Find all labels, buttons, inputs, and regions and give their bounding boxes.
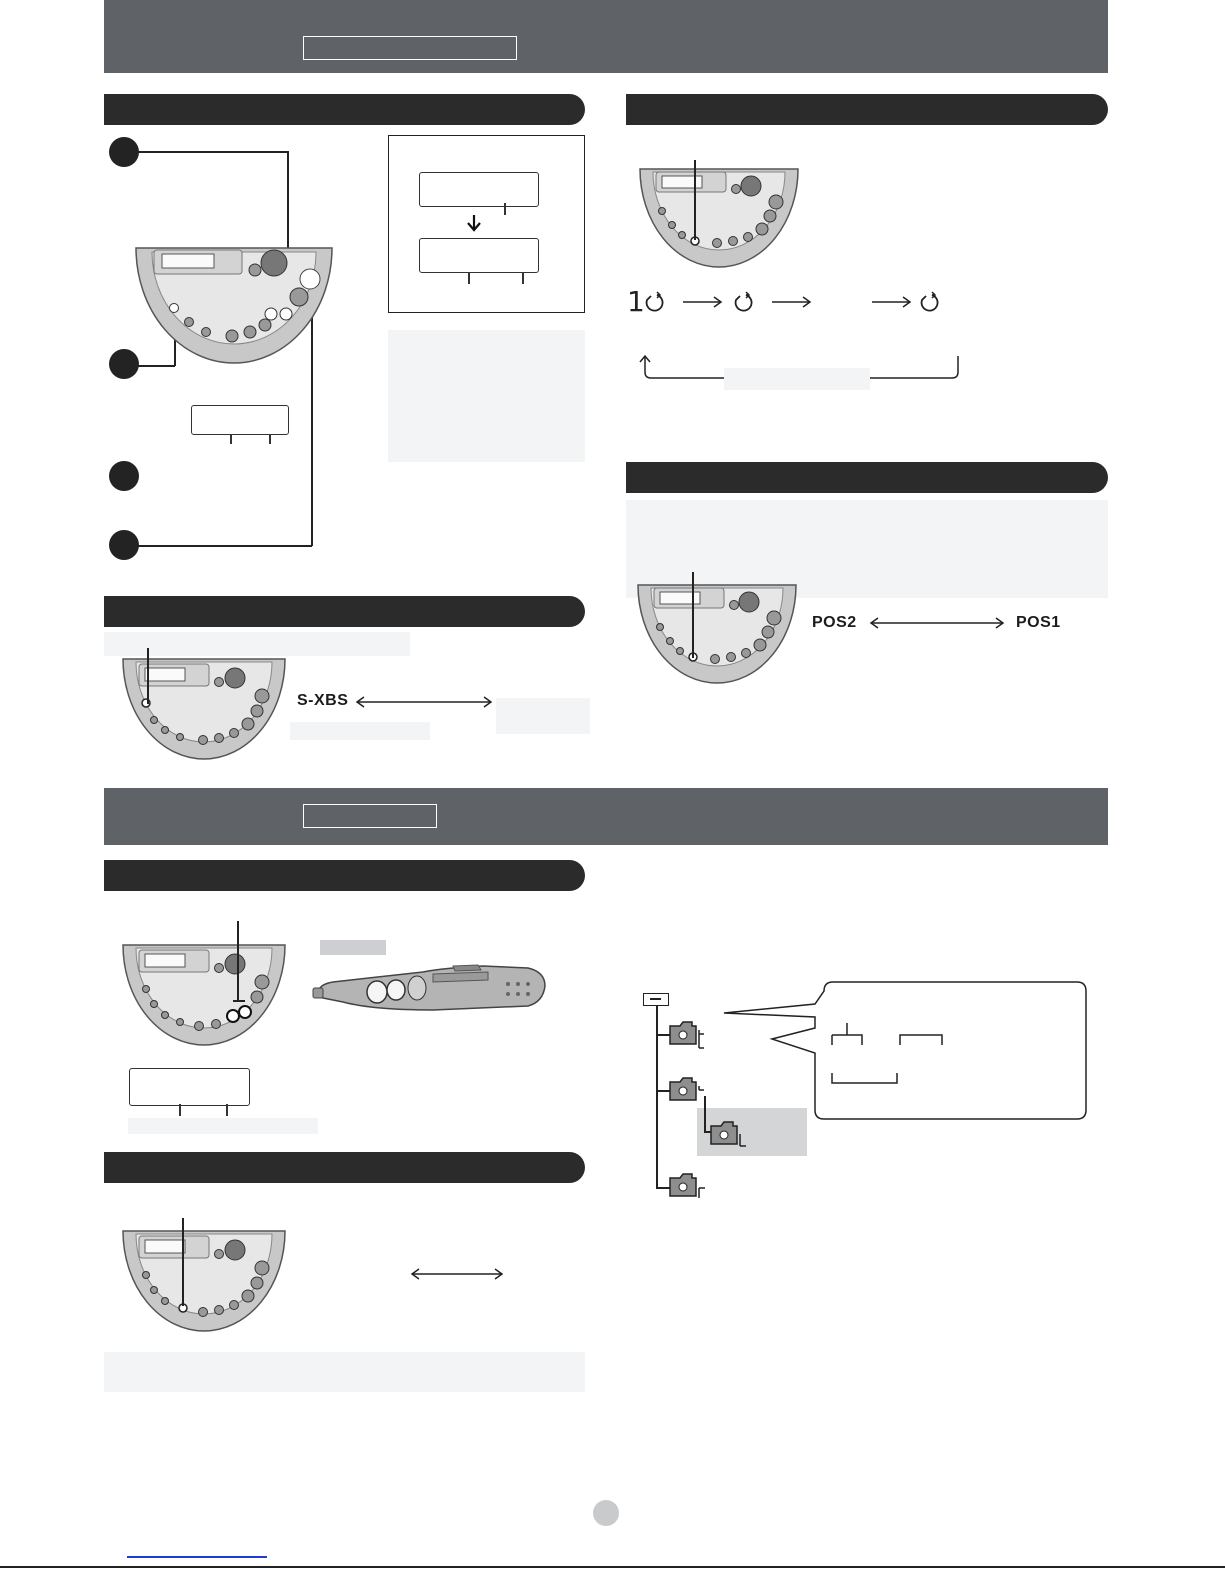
leader-line [182, 1218, 184, 1306]
folder-icon [709, 1120, 753, 1156]
leader-line [692, 572, 694, 658]
step-marker-3 [109, 461, 139, 491]
note-area [104, 632, 410, 656]
footer-link-underline[interactable] [127, 1556, 267, 1558]
section-header-left-2 [104, 596, 585, 627]
top-section-band [104, 0, 1108, 73]
cd-player-icon [134, 244, 334, 364]
double-arrow-icon [356, 696, 492, 708]
display-example-frame [388, 135, 585, 313]
display-panel [419, 172, 539, 207]
cd-player-icon [121, 1228, 287, 1334]
note-area [128, 1118, 318, 1134]
repeat-icon [733, 292, 759, 314]
note-area [104, 1352, 585, 1392]
remote-label-box [320, 940, 386, 955]
display-tick [179, 1104, 181, 1116]
leader-line [138, 545, 312, 547]
arrow-right-icon [683, 296, 723, 308]
display-tick [522, 272, 524, 284]
cd-player-icon [121, 942, 287, 1048]
section-header-left-4 [104, 1152, 585, 1183]
leader-line [147, 648, 149, 704]
leader-line [237, 921, 239, 1001]
display-panel [129, 1068, 250, 1106]
middle-section-title-box [303, 804, 437, 828]
callout-bubble [720, 981, 1090, 1121]
arrow-right-icon [872, 296, 912, 308]
step-marker-1 [109, 137, 139, 167]
surround-option-a: S-XBS [297, 692, 349, 709]
cd-player-icon [121, 656, 287, 762]
display-tick [269, 434, 271, 444]
leader-line [694, 160, 696, 240]
remote-control-icon [313, 962, 553, 1018]
folder-icon [668, 1020, 712, 1058]
display-tick [226, 1104, 228, 1116]
step-marker-4 [109, 530, 139, 560]
note-area [388, 330, 585, 462]
note-area [496, 698, 590, 734]
cd-player-icon [636, 582, 798, 686]
section-header-right-2 [626, 462, 1108, 493]
arrow-down-icon [466, 214, 482, 232]
double-arrow-icon [870, 617, 1004, 629]
cd-player-icon [638, 166, 800, 270]
position-option-a: POS2 [812, 614, 857, 631]
middle-section-band [104, 788, 1108, 845]
double-arrow-icon [411, 1268, 503, 1280]
root-folder-icon [643, 993, 669, 1006]
top-section-title-box [303, 36, 517, 60]
display-panel [419, 238, 539, 273]
tree-line [704, 1096, 706, 1132]
leader-line [138, 151, 288, 153]
folder-icon [668, 1172, 712, 1202]
note-area [290, 722, 430, 740]
note-area [724, 368, 870, 390]
section-header-right-1 [626, 94, 1108, 125]
display-tick [504, 203, 506, 215]
leader-line [138, 365, 175, 367]
page-bottom-rule [0, 1566, 1225, 1568]
section-header-left-3 [104, 860, 585, 891]
display-panel [191, 405, 289, 435]
arrow-right-icon [772, 296, 812, 308]
repeat-mode-number: 1 [627, 285, 645, 318]
display-tick [230, 434, 232, 444]
repeat-icon [644, 292, 670, 314]
display-tick [468, 272, 470, 284]
position-option-b: POS1 [1016, 614, 1061, 631]
section-header-left-1 [104, 94, 585, 125]
leader-line [233, 1000, 245, 1002]
page-number-circle [593, 1500, 619, 1526]
repeat-icon [919, 292, 945, 314]
